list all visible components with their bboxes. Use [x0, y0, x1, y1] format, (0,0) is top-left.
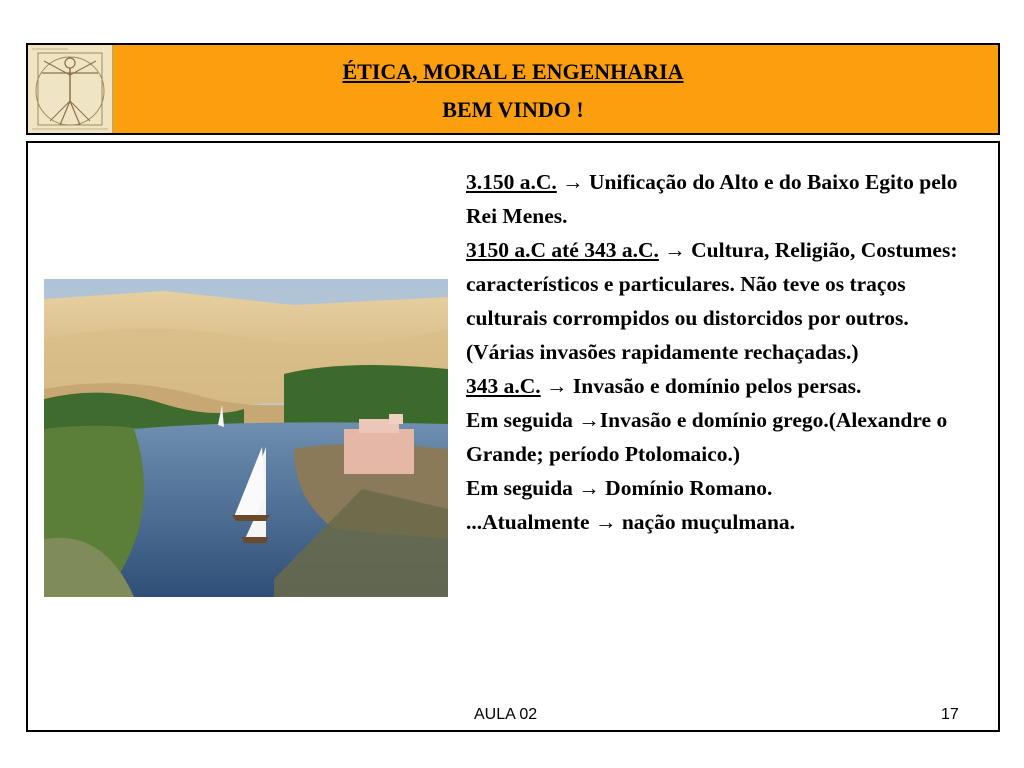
timeline-line: Em seguida → Domínio Romano. [466, 476, 773, 500]
slide-subtitle: BEM VINDO ! [442, 97, 584, 122]
timeline-line [466, 165, 976, 233]
timeline-desc: → Invasão e domínio pelos persas. [540, 374, 862, 398]
timeline-line [466, 233, 976, 369]
timeline-line [466, 369, 976, 403]
timeline-date: 3150 a.C até 343 a.C. [466, 238, 659, 262]
timeline-text [466, 165, 976, 539]
page-number: 17 [941, 706, 959, 723]
timeline-line: Em seguida →Invasão e domínio grego.(Alexandre o Grande; período Ptolomaico.) [466, 408, 948, 466]
timeline-date: 3.150 a.C. [466, 170, 557, 194]
timeline-desc: → Unificação do Alto e do Baixo Egito pelo Rei Menes. [466, 170, 958, 228]
footer-label: AULA 02 [474, 706, 538, 723]
timeline-date: 343 a.C. [466, 374, 541, 398]
slide-header [26, 43, 1000, 135]
timeline-desc: → Cultura, Religião, Costumes: característicos e particulares. Não teve os traços culturais corrompidos ou distorcidos por outros. (Várias invasões rapidamente rechaçadas.) [466, 238, 958, 364]
slide-title: ÉTICA, MORAL E ENGENHARIA [342, 59, 684, 84]
nile-feluccas-photo [44, 279, 448, 597]
timeline-line: ...Atualmente → nação muçulmana. [466, 510, 796, 534]
slide-content [26, 141, 1000, 732]
